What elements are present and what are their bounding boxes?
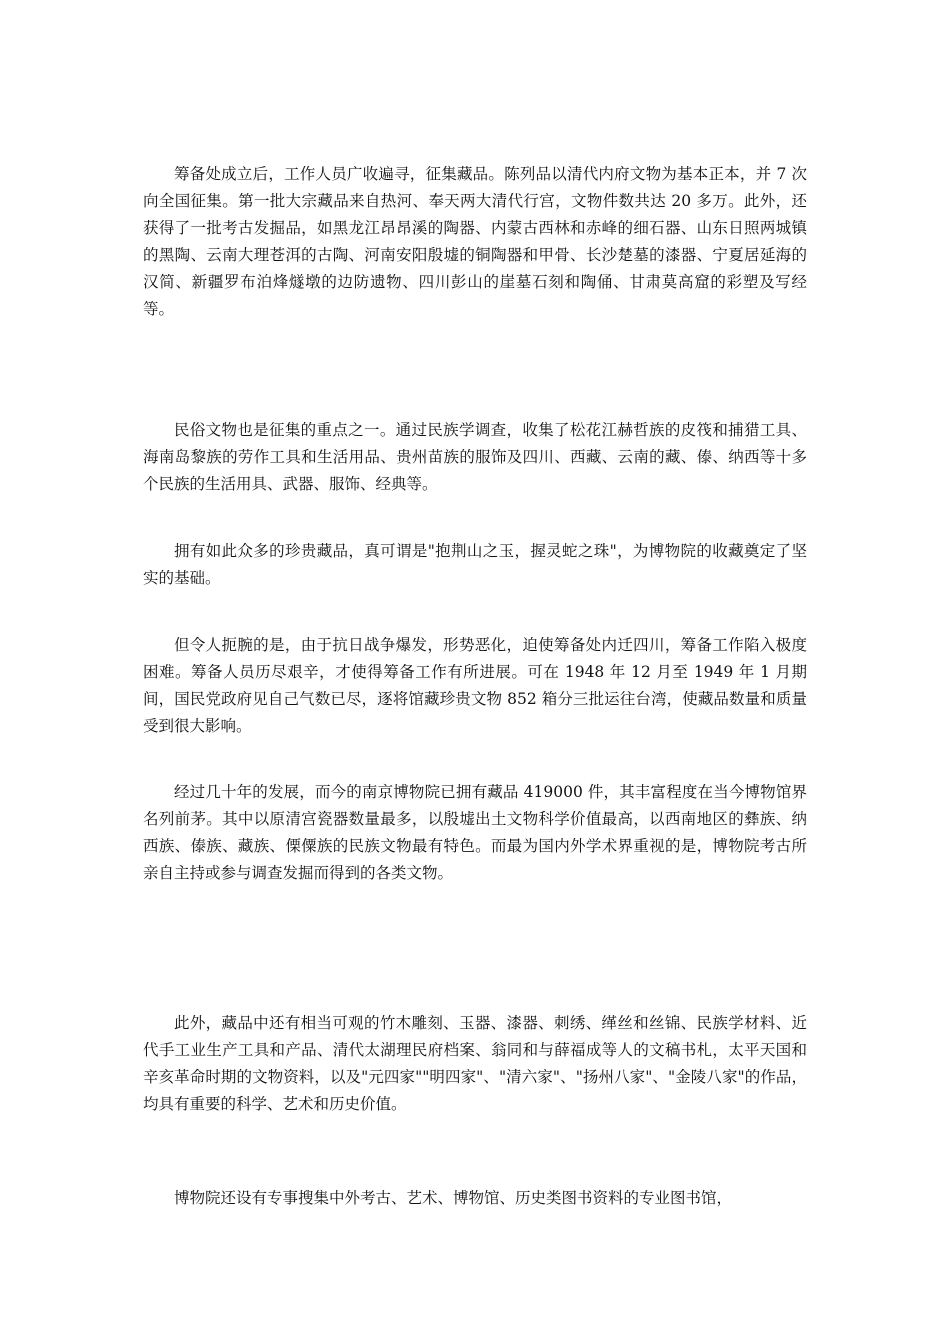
paragraph-war-relocation: 但令人扼腕的是，由于抗日战争爆发，形势恶化，迫使筹备处内迁四川，筹备工作陷入极度困难。筹备人员历尽艰辛，才使得筹备工作有所进展。可在 1948 年 12 月至 1949 年 1 月期间，国民党政府见自己气数已尽，逐将馆藏珍贵文物 852 箱分三批运往台湾，使藏品数量和质量受到很大影响。 — [143, 636, 807, 735]
paragraph-current-holdings: 经过几十年的发展，而今的南京博物院已拥有藏品 419000 件，其丰富程度在当今博物馆界名列前茅。其中以原清宫瓷器数量最多，以殷墟出土文物科学价值最高，以西南地区的彝族、纳西族、傣族、藏族、傈僳族的民族文物最有特色。而最为国内外学术界重视的是，博物院考古所亲自主持或参与调查发掘而得到的各类文物。 — [143, 783, 807, 882]
paragraph-other-collections: 此外，藏品中还有相当可观的竹木雕刻、玉器、漆器、刺绣、缂丝和丝锦、民族学材料、近代手工业生产工具和产品、清代太湖理民府档案、翁同和与薛福成等人的文稿书札，太平天国和辛亥革命时期的文物资料，以及"元四家""明四家"、"清六家"、"扬州八家"、"金陵八家"的作品，均具有重要的科学、艺术和历史价值。 — [143, 1014, 808, 1113]
paragraph-collection-history: 筹备处成立后，工作人员广收遍寻，征集藏品。陈列品以清代内府文物为基本正本，并 7 次向全国征集。第一批大宗藏品来自热河、奉天两大清代行宫，文物件数共达 20 多万。此外，还获得了一批考古发掘品，如黑龙江昂昂溪的陶器、内蒙古西林和赤峰的细石器、山东日照两城镇的黑陶、云南大理苍洱的古陶、河南安阳殷墟的铜陶器和甲骨、长沙楚墓的漆器、宁夏居延海的汉简、新疆罗布泊烽燧墩的边防遗物、四川彭山的崖墓石刻和陶俑、甘肃莫高窟的彩塑及写经等。 — [143, 165, 807, 318]
paragraph-library: 博物院还设有专事搜集中外考古、艺术、博物馆、历史类图书资料的专业图书馆， — [174, 1189, 733, 1207]
paragraph-treasure-foundation: 拥有如此众多的珍贵藏品，真可谓是"抱荆山之玉，握灵蛇之珠"，为博物院的收藏奠定了坚实的基础。 — [143, 542, 807, 587]
paragraph-folk-artifacts: 民俗文物也是征集的重点之一。通过民族学调查，收集了松花江赫哲族的皮筏和捕猎工具、海南岛黎族的劳作工具和生活用品、贵州苗族的服饰及四川、西藏、云南的藏、傣、纳西等十多个民族的生活用具、武器、服饰、经典等。 — [143, 421, 807, 493]
